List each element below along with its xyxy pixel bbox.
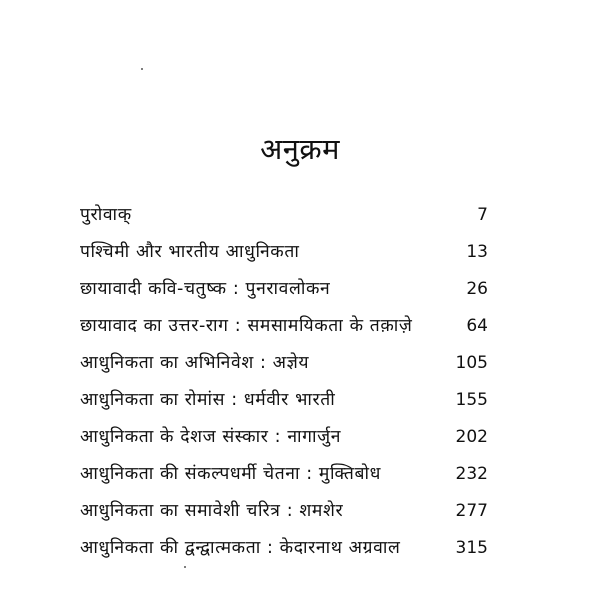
toc-entry-page: 315 — [455, 538, 488, 558]
toc-entry-title: आधुनिकता की द्वन्द्वात्मकता : केदारनाथ अग्रवाल — [80, 538, 401, 558]
toc-entry-page: 202 — [455, 427, 488, 447]
toc-entry — [80, 419, 488, 456]
toc-entry-title: आधुनिकता की संकल्पधर्मी चेतना : मुक्तिबोध — [80, 464, 381, 484]
toc-entry-title: आधुनिकता का अभिनिवेश : अज्ञेय — [80, 353, 310, 373]
toc-entry-page: 232 — [455, 464, 488, 484]
toc-entry — [80, 382, 488, 419]
toc-entry — [80, 308, 488, 345]
toc-entry — [80, 530, 488, 567]
toc-entry-page: 155 — [455, 390, 488, 410]
toc-entry-title: आधुनिकता का रोमांस : धर्मवीर भारती — [80, 390, 336, 410]
toc-entry-page: 277 — [455, 501, 488, 521]
toc-entry — [80, 456, 488, 493]
toc-entry — [80, 345, 488, 382]
toc-entry-page: 26 — [466, 279, 488, 299]
toc-entry — [80, 493, 488, 530]
toc-entry-title: छायावादी कवि-चतुष्क : पुनरावलोकन — [80, 279, 331, 299]
toc-entry-page: 13 — [466, 242, 488, 262]
scan-speck — [141, 68, 143, 70]
toc-entry-page: 64 — [466, 316, 488, 336]
toc-entry-title: आधुनिकता के देशज संस्कार : नागार्जुन — [80, 427, 342, 447]
toc-entry — [80, 271, 488, 308]
table-of-contents — [80, 197, 488, 567]
toc-entry-title: पुरोवाक् — [80, 205, 132, 225]
toc-entry-title: पश्चिमी और भारतीय आधुनिकता — [80, 242, 300, 262]
toc-entry-title: आधुनिकता का समावेशी चरित्र : शमशेर — [80, 501, 344, 521]
page-title: अनुक्रम — [260, 132, 340, 167]
toc-entry-page: 7 — [477, 205, 488, 225]
toc-entry — [80, 197, 488, 234]
toc-entry-page: 105 — [455, 353, 488, 373]
toc-entry-title: छायावाद का उत्तर-राग : समसामयिकता के तक़ाज़े — [80, 316, 413, 336]
toc-entry — [80, 234, 488, 271]
